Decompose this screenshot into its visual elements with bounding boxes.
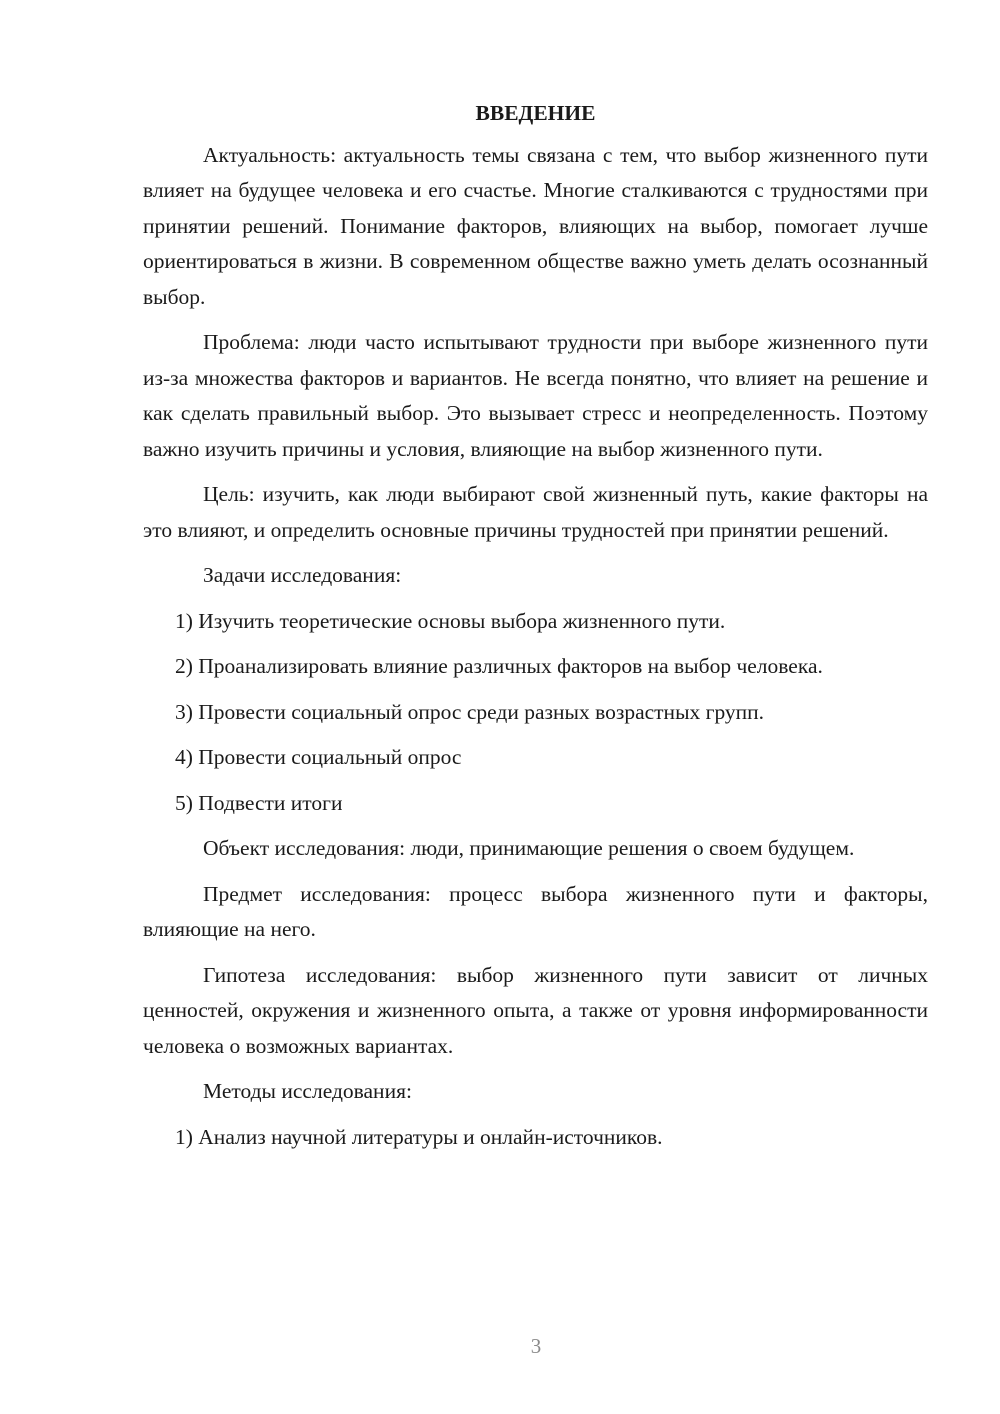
page-title: ВВЕДЕНИЕ xyxy=(475,101,596,125)
tasks-heading: Задачи исследования: xyxy=(203,563,402,587)
page-number: 3 xyxy=(530,1334,542,1358)
goal-paragraph: Цель: изучить, как люди выбирают свой жизненный путь, какие факторы на это влияют, и определить основные причины трудностей при принятии решений. xyxy=(143,482,928,542)
hypothesis-paragraph: Гипотеза исследования: выбор жизненного пути зависит от личных ценностей, окружения и жизненного опыта, а также от уровня информированности человека о возможных вариантах. xyxy=(143,962,928,1058)
method-item-1: 1) Анализ научной литературы и онлайн-источников. xyxy=(175,1124,663,1149)
task-item-3: 3) Провести социальный опрос среди разных возрастных групп. xyxy=(175,699,765,724)
task-item-2: 2) Проанализировать влияние различных факторов на выбор человека. xyxy=(175,654,823,678)
task-item-4: 4) Провести социальный опрос xyxy=(175,745,462,769)
subject-paragraph: Предмет исследования: процесс выбора жизненного пути и факторы, влияющие на него. xyxy=(143,881,928,941)
relevance-paragraph: Актуальность: актуальность темы связана с тем, что выбор жизненного пути влияет на будущее человека и его счастье. Многие сталкиваются с трудностями при принятии решений. Понимание факторов, влияющих на выбор, помогает лучше ориентироваться в жизни. В современном обществе важно уметь делать осознанный выбор. xyxy=(143,142,928,309)
problem-paragraph: Проблема: люди часто испытывают трудности при выборе жизненного пути из-за множества факторов и вариантов. Не всегда понятно, что влияет на решение и как сделать правильный выбор. Это вызывает стресс и неопределенность. Поэтому важно изучить причины и условия, влияющие на выбор жизненного пути. xyxy=(143,330,928,461)
methods-heading: Методы исследования: xyxy=(203,1079,412,1103)
page-content xyxy=(143,96,928,1165)
object-paragraph: Объект исследования: люди, принимающие решения о своем будущем. xyxy=(203,836,855,860)
task-item-1: 1) Изучить теоретические основы выбора жизненного пути. xyxy=(175,608,726,633)
task-item-5: 5) Подвести итоги xyxy=(175,790,343,815)
